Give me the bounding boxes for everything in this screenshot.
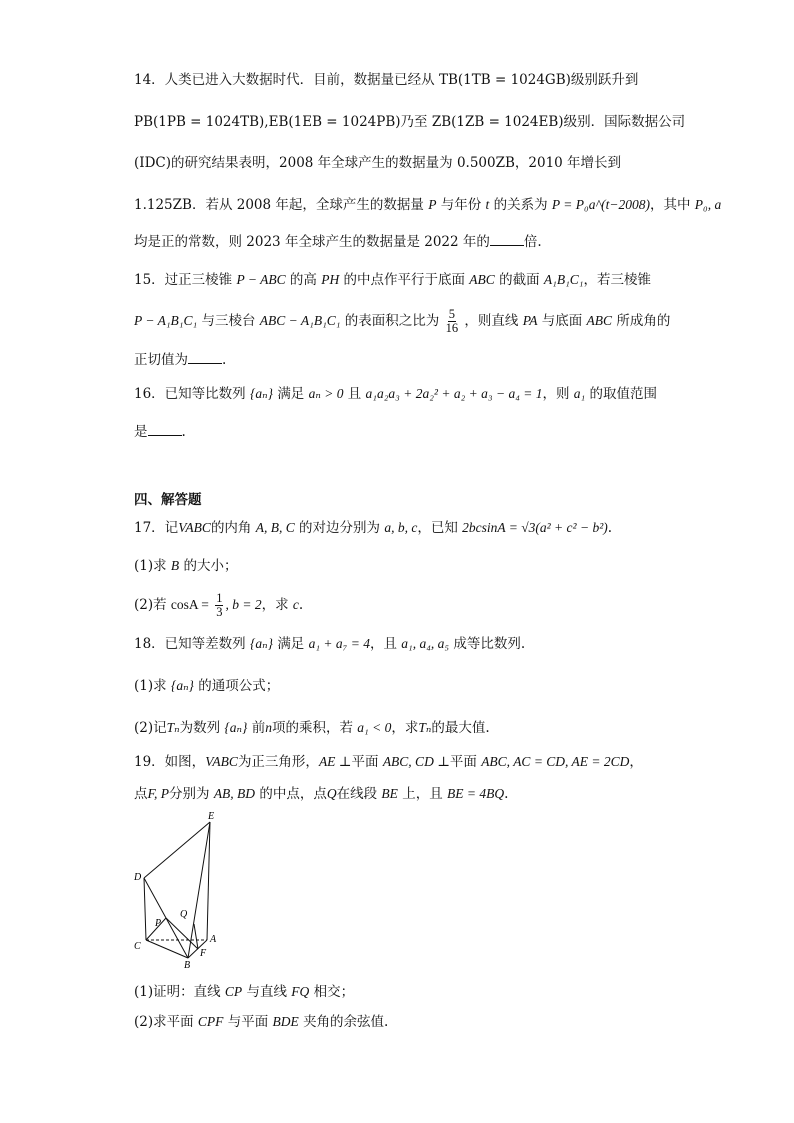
math: Q — [326, 786, 337, 801]
math: , b = 2 — [225, 597, 262, 612]
label-d: D — [134, 872, 142, 883]
text: 的大小； — [183, 558, 238, 574]
text: 成等比数列. — [453, 636, 526, 652]
text: . — [607, 520, 613, 536]
text: ，其中 — [650, 197, 691, 213]
text: 满足 — [277, 386, 305, 402]
text: 的截面 — [499, 272, 540, 288]
label-a: A — [210, 934, 217, 945]
math: ABC — [469, 272, 495, 287]
text: 与直线 — [246, 984, 287, 1000]
numerator: 1 — [216, 591, 223, 605]
math: {aₙ} — [249, 636, 274, 651]
answer-blank[interactable] — [148, 423, 182, 436]
q14-line-3 — [134, 153, 621, 173]
math: P − A₁B₁C₁ — [134, 313, 198, 328]
edge-cb — [146, 940, 188, 958]
text: 满足 — [277, 636, 305, 652]
text: 的最大值. — [431, 720, 490, 736]
text: 15．过正三棱锥 — [134, 272, 233, 288]
q18-part-1 — [134, 676, 279, 696]
q19-part-1 — [134, 982, 354, 1002]
text: 所成角的 — [616, 313, 671, 329]
q17-part-2 — [134, 592, 303, 619]
math: a, b, c — [384, 520, 418, 535]
text: 均是正的常数，则 2023 年全球产生的数据量是 2022 年的 — [134, 234, 490, 250]
text: ， — [629, 754, 643, 770]
text: 倍. — [523, 234, 542, 250]
math: AE ⊥ — [318, 754, 352, 769]
math: n — [265, 720, 272, 735]
text: 且 — [347, 386, 362, 402]
text: 为数列 — [179, 720, 221, 736]
math: ABC, CD ⊥ — [382, 754, 450, 769]
edge-dc — [144, 878, 146, 940]
figure-edges — [144, 822, 210, 958]
text: . — [222, 352, 227, 368]
text: 点 — [134, 786, 148, 802]
text: 夹角的余弦值. — [303, 1014, 389, 1030]
text: (1)求 — [134, 678, 167, 694]
text: 19．如图， — [134, 754, 206, 770]
text: 16．已知等比数列 — [134, 386, 246, 402]
math: CP — [224, 984, 243, 999]
text: (1)求 — [134, 558, 167, 574]
q19-line-2 — [134, 784, 508, 804]
text: . — [504, 786, 509, 802]
q14-line-4 — [134, 195, 721, 215]
math: {aₙ} — [224, 720, 248, 735]
text: 的表面积之比为 — [344, 313, 440, 329]
math: P — [428, 197, 437, 212]
text: 的通项公式； — [198, 678, 280, 694]
text: . — [298, 597, 304, 613]
denominator: 3 — [216, 605, 223, 619]
text: 的高 — [289, 272, 317, 288]
text: 分别为 — [169, 786, 210, 802]
text: 正切值为 — [134, 352, 188, 368]
math: BDE — [272, 1014, 299, 1029]
math: F, P — [147, 786, 170, 801]
q15-line-1 — [134, 270, 651, 290]
math: ABC — [586, 313, 613, 328]
text: ，若三棱锥 — [583, 272, 651, 288]
math: VABC — [205, 754, 238, 769]
text: (IDC)的研究结果表明，2008 年全球产生的数据量为 0.500ZB，2010 年增长到 — [134, 155, 622, 171]
math: A, B, C — [255, 520, 295, 535]
formula: P = P₀a^(t−2008) — [551, 197, 650, 212]
fraction — [215, 592, 223, 619]
math: P − ABC — [236, 272, 286, 287]
text: ，求 — [261, 597, 289, 613]
math: ABC − A₁B₁C₁ — [259, 313, 341, 328]
math: PH — [321, 272, 340, 287]
q15-line-2 — [134, 308, 670, 335]
q16-line-2 — [134, 422, 186, 442]
text: . — [181, 424, 186, 440]
fraction — [446, 308, 459, 335]
math: CPF — [197, 1014, 224, 1029]
text: ，且 — [369, 636, 397, 652]
numerator: 5 — [448, 307, 455, 321]
label-q: Q — [180, 909, 188, 920]
text: 的关系为 — [493, 197, 548, 213]
math: B — [170, 558, 180, 573]
label-p: P — [155, 918, 162, 929]
geometry-figure — [126, 808, 236, 968]
math: BE = 4BQ — [447, 786, 505, 801]
math: a₁ < 0 — [357, 720, 392, 735]
math: {aₙ} — [249, 386, 274, 401]
text: 的对边分别为 — [299, 520, 381, 536]
section-title: 四、解答题 — [134, 492, 202, 508]
math: VABC — [178, 520, 211, 535]
text: ，则 — [542, 386, 570, 402]
q17-part-1 — [134, 556, 237, 576]
text: (2)记 — [134, 720, 167, 736]
answer-blank[interactable] — [188, 351, 222, 364]
q15-line-3 — [134, 350, 226, 370]
math: Tₙ — [166, 720, 180, 735]
math: ABC, AC = CD, AE = 2CD — [481, 754, 630, 769]
segment-pf — [166, 918, 198, 949]
formula: a₁a₂a₃ + 2a₂² + a₂ + a₃ − a₄ = 1 — [365, 386, 543, 401]
text: 在线段 — [336, 786, 378, 802]
text: 17．记 — [134, 520, 179, 536]
text: 上，且 — [402, 786, 443, 802]
text: 18．已知等差数列 — [134, 636, 246, 652]
math: cosA = — [170, 597, 209, 612]
denominator: 16 — [445, 321, 459, 335]
q14-line-5 — [134, 232, 542, 252]
formula: 2bcsinA = √3(a² + c² − b²) — [462, 520, 608, 535]
edge-de — [144, 822, 210, 878]
math: FQ — [291, 984, 310, 999]
text: 与年份 — [440, 197, 482, 213]
q14-line-1 — [134, 70, 638, 90]
q14-line-2 — [134, 112, 685, 132]
text: 相交； — [313, 984, 355, 1000]
math: aₙ > 0 — [308, 386, 344, 401]
q19-part-2 — [134, 1012, 388, 1032]
text: 与平面 — [227, 1014, 269, 1030]
math: a₁ + a₇ = 4 — [308, 636, 370, 651]
math: Tₙ — [418, 720, 432, 735]
math: {aₙ} — [170, 678, 194, 693]
text: PB(1PB = 1024TB),EB(1EB = 1024PB)乃至 ZB(1ZB = 1024EB)级别．国际数据公司 — [134, 114, 686, 130]
text: 1.125ZB．若从 2008 年起，全球产生的数据量 — [134, 197, 424, 213]
label-b: B — [184, 960, 191, 968]
text: ，求 — [391, 720, 419, 736]
text: 的中点作平行于底面 — [343, 272, 465, 288]
math: a₁ — [573, 386, 586, 401]
text: 的取值范围 — [589, 386, 658, 402]
text: (2)若 — [134, 597, 167, 613]
text: 的中点，点 — [259, 786, 327, 802]
text: 前 — [251, 720, 266, 736]
q19-line-1 — [134, 752, 643, 772]
q18-line-1 — [134, 634, 525, 654]
math: c — [292, 597, 299, 612]
text: ，已知 — [417, 520, 458, 536]
text: 的内角 — [210, 520, 252, 536]
text: ，则直线 — [464, 313, 519, 329]
text: (2)求平面 — [134, 1014, 194, 1030]
text: 是 — [134, 424, 148, 440]
label-e: E — [208, 811, 215, 822]
math: A₁B₁C₁ — [543, 272, 584, 287]
q18-part-2 — [134, 718, 490, 738]
math: PA — [522, 313, 538, 328]
math: t — [485, 197, 490, 212]
math: BE — [381, 786, 398, 801]
text: 平面 — [449, 754, 477, 770]
math: a₁, a₄, a₅ — [401, 636, 450, 651]
label-c: C — [134, 941, 141, 952]
text: 14．人类已进入大数据时代．目前，数据量已经从 TB(1TB = 1024GB)级别跃升到 — [134, 72, 639, 88]
text: 与底面 — [541, 313, 583, 329]
text: 平面 — [351, 754, 379, 770]
text: 为正三角形， — [237, 754, 319, 770]
q16-line-1 — [134, 384, 657, 404]
label-f: F — [200, 948, 207, 959]
answer-blank[interactable] — [490, 233, 524, 246]
text: (1)证明：直线 — [134, 984, 221, 1000]
text: 项的乘积，若 — [271, 720, 353, 736]
q17-line-1 — [134, 518, 612, 538]
text: 与三棱台 — [201, 313, 256, 329]
math: AB, BD — [213, 786, 256, 801]
math: P₀, a — [694, 197, 722, 212]
